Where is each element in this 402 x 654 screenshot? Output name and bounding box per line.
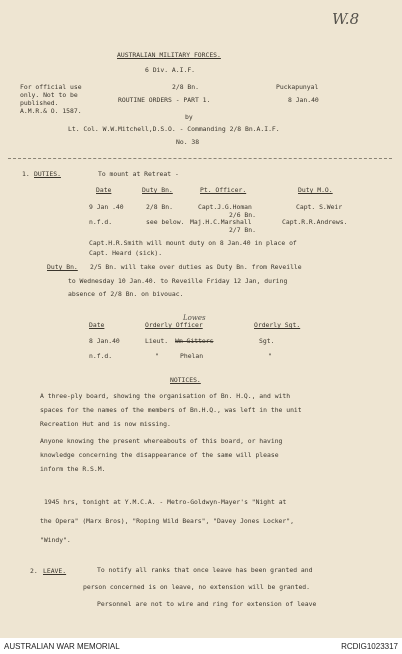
handwritten-insert: Lowes [183,314,206,322]
duty-bn-label: Duty Bn. [47,263,78,271]
notice-paragraph-line: Recreation Hut and is now missing. [40,420,171,428]
duties-note: Capt.H.R.Smith will mount duty on 8 Jan.40 in place of [89,239,297,247]
by-label: by [185,113,193,121]
duty-mo: Capt. S.Weir [296,203,343,211]
column-header: Pt. Officer. [200,186,247,194]
orderly-officer: Lieut. [145,337,169,345]
duty-mo: Capt.R.R.Andrews. [282,218,348,226]
orderly-officer-name: Phelan [180,352,204,360]
archive-footer [0,638,402,654]
orderly-column-header: Orderly Officer [145,321,203,329]
duty-date: n.f.d. [89,218,113,226]
section-heading-leave: LEAVE. [43,567,67,575]
section-heading-duties: DUTIES. [34,170,61,178]
duty-officer-unit: 2/7 Bn. [229,226,256,234]
leave-text-line: To notify all ranks that once leave has been granted and [97,566,313,574]
duty-officer-unit: 2/6 Bn. [229,211,256,219]
archive-id: RCDIG1023317 [341,642,398,651]
orderly-date: n.f.d. [89,352,113,360]
archive-name: AUSTRALIAN WAR MEMORIAL [4,642,120,651]
column-header: Duty Bn. [142,186,173,194]
official-note-line: A.M.R.& O. 1587. [20,107,82,115]
official-note-line: For official use [20,83,82,91]
notice-paragraph-line: spaces for the names of the members of Bn.H.Q., was left in the unit [40,406,302,414]
orderly-column-header: Orderly Sgt. [254,321,301,329]
column-header: Date [96,186,112,194]
duty-bn-text-line: 2/5 Bn. will take over duties as Duty Bn. from Reveille [90,263,302,271]
official-note-line: published. [20,99,59,107]
notice-paragraph-line: 1945 hrs, tonight at Y.M.C.A. - Metro-Goldwyn-Mayer's "Night at [44,498,287,506]
battalion-label: 2/8 Bn. [172,83,199,91]
commander-line: Lt. Col. W.W.Mitchell,D.S.O. - Commanding 2/8 Bn.A.I.F. [68,125,280,133]
official-note-line: only. Not to be [20,91,78,99]
duty-officer: Maj.H.C.Marshall [190,218,252,226]
duty-battalion: see below. [146,218,185,226]
duty-bn-text-line: to Wednesday 10 Jan.40. to Reveille Friday 12 Jan, during [68,277,288,285]
separator-line [8,158,392,159]
notice-paragraph-line: knowledge concerning the disappearance of the same will please [40,451,279,459]
duties-note: Capt. Heard (sick). [89,249,163,257]
section-number: 1. [22,170,30,178]
orderly-date: 8 Jan.40 [89,337,120,345]
notice-paragraph-line: "Windy". [40,536,71,544]
leave-text-line: person concerned is on leave, no extension will be granted. [83,583,311,591]
division-label: 6 Div. A.I.F. [145,66,196,74]
document-title: AUSTRALIAN MILITARY FORCES. [117,51,221,59]
duties-intro: To mount at Retreat - [98,170,179,178]
notice-paragraph-line: Anyone knowing the present whereabouts of this board, or having [40,437,283,445]
notice-paragraph-line: A three-ply board, showing the organisation of Bn. H.Q., and with [40,392,291,400]
order-number: No. 38 [176,138,200,146]
orderly-officer-struck: Wm Gitters [175,337,214,345]
section-number: 2. [30,567,38,575]
corner-handwritten-mark: W.8 [332,10,360,28]
duty-officer: Capt.J.G.Homan [198,203,252,211]
orders-title: ROUTINE ORDERS - PART 1. [118,96,211,104]
column-header: Duty M.O. [298,186,333,194]
orderly-column-header: Date [89,321,105,329]
leave-text-line: Personnel are not to wire and ring for extension of leave [97,600,317,608]
orderly-sgt: Sgt. [259,337,275,345]
notice-paragraph-line: the Opera" (Marx Bros), "Roping Wild Bears", "Davey Jones Locker", [40,517,294,525]
notice-paragraph-line: inform the R.S.M. [40,465,106,473]
duty-bn-text-line: absence of 2/8 Bn. on bivouac. [68,290,184,298]
orderly-sgt: " [268,352,272,360]
place-label: Puckapunyal [276,83,319,91]
orders-date: 8 Jan.40 [288,96,319,104]
section-heading-notices: NOTICES. [170,376,201,384]
duty-battalion: 2/8 Bn. [146,203,173,211]
orderly-officer: " [155,352,159,360]
duty-date: 9 Jan .40 [89,203,124,211]
